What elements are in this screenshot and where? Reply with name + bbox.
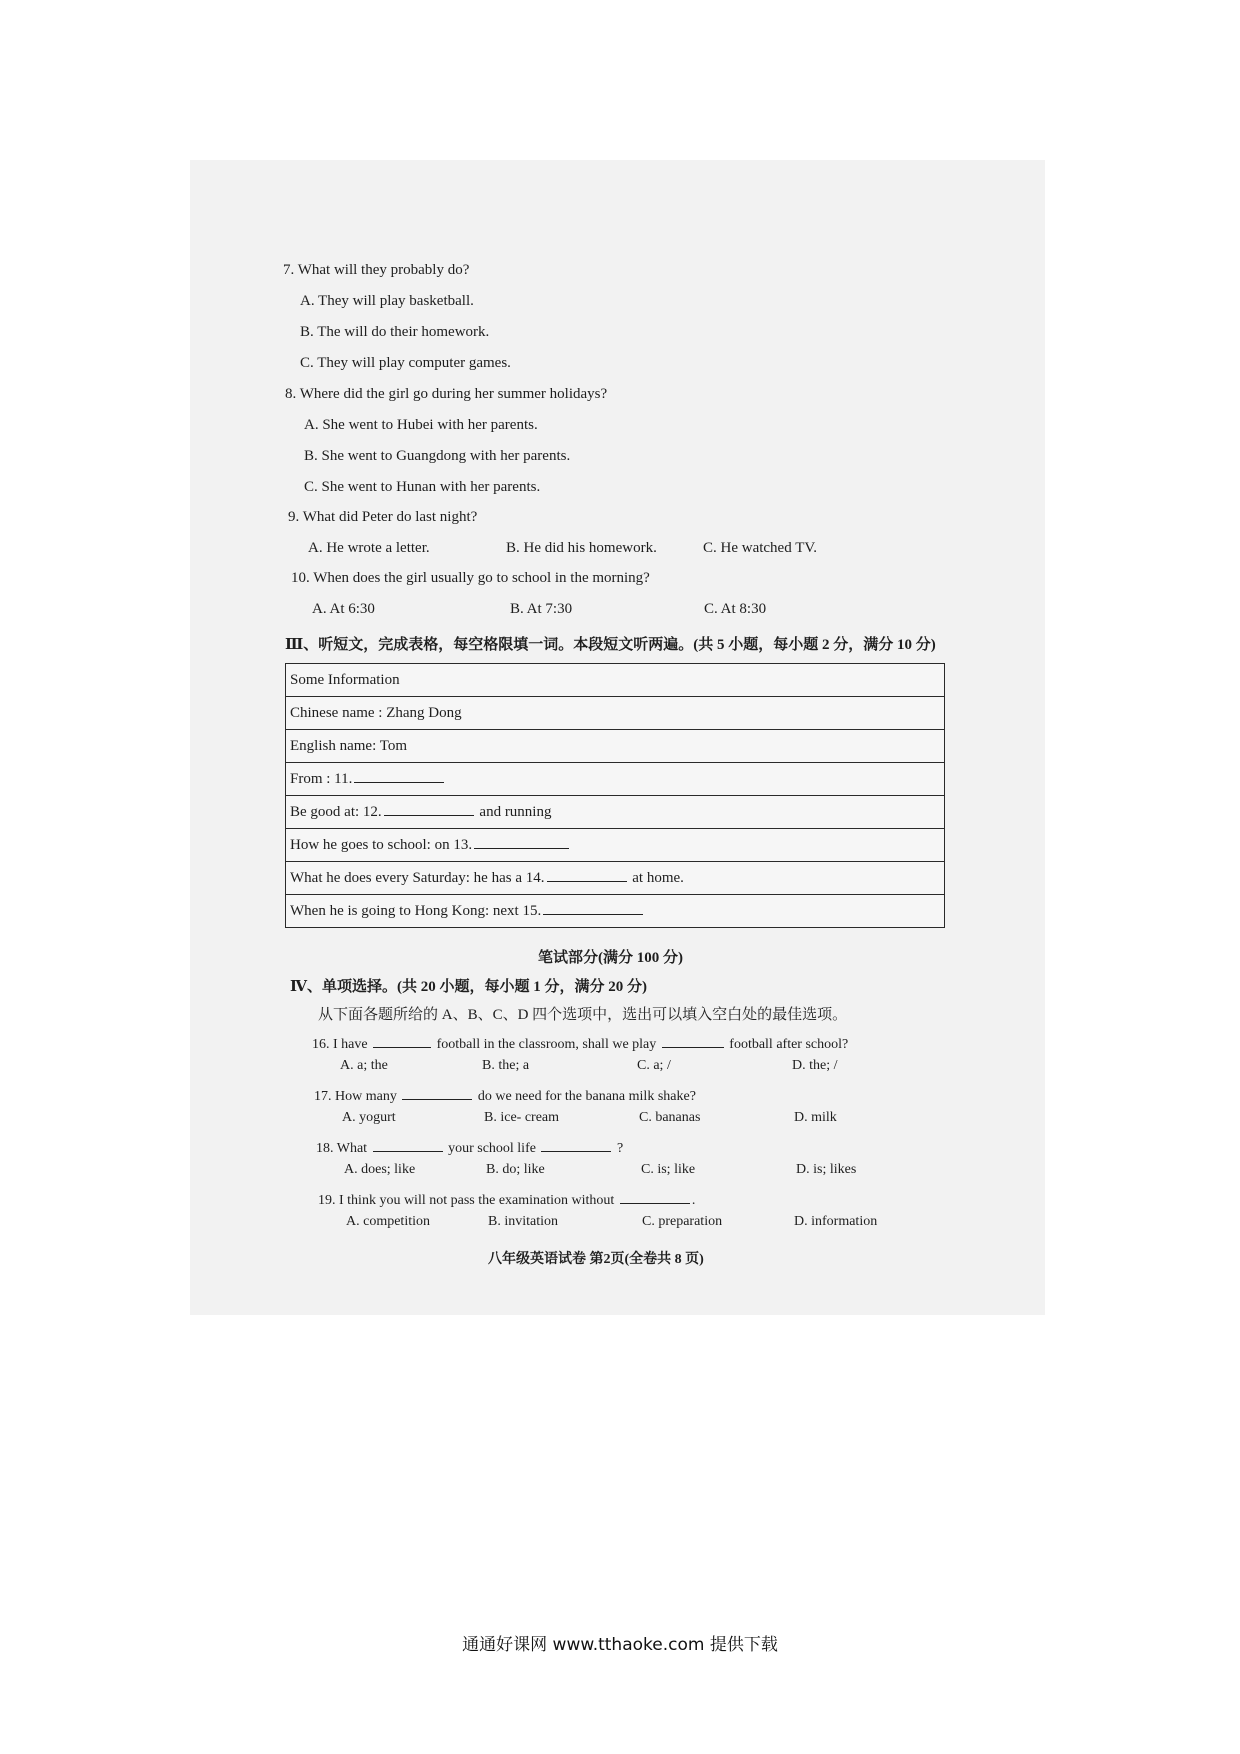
- answer-blank-15[interactable]: [543, 898, 643, 915]
- question-7-option-b: B. The will do their homework.: [300, 324, 490, 340]
- answer-blank[interactable]: [541, 1135, 611, 1152]
- transport-label: How he goes to school: on 13.: [290, 837, 473, 853]
- question-7-option-a: A. They will play basketball.: [300, 293, 474, 309]
- question-17-option-d: D. milk: [794, 1110, 837, 1125]
- question-17-option-a: A. yogurt: [342, 1110, 396, 1125]
- chinese-name: Chinese name : Zhang Dong: [290, 705, 462, 721]
- page-footer: 八年级英语试卷 第2页(全卷共 8 页): [488, 1252, 704, 1267]
- question-10-option-a: A. At 6:30: [312, 601, 375, 617]
- question-9-option-a: A. He wrote a letter.: [308, 540, 430, 556]
- question-17-options: [342, 1110, 902, 1130]
- english-name: English name: Tom: [290, 738, 407, 754]
- answer-blank[interactable]: [373, 1135, 443, 1152]
- question-10-options: [312, 601, 872, 621]
- question-17-option-c: C. bananas: [639, 1110, 701, 1125]
- question-18-option-b: B. do; like: [486, 1162, 545, 1177]
- question-19-option-d: D. information: [794, 1214, 878, 1229]
- question-9-option-c: C. He watched TV.: [703, 540, 818, 556]
- question-16-option-c: C. a; /: [637, 1058, 671, 1073]
- saturday-suffix: at home.: [632, 870, 684, 886]
- question-18-text-1: 18. What: [316, 1141, 368, 1156]
- question-10-option-b: B. At 7:30: [510, 601, 573, 617]
- saturday-label: What he does every Saturday: he has a 14.: [290, 870, 545, 886]
- from-label: From : 11.: [290, 771, 353, 787]
- question-19-option-a: A. competition: [346, 1214, 430, 1229]
- question-9-option-b: B. He did his homework.: [506, 540, 657, 556]
- written-part-header: 笔试部分(满分 100 分): [538, 950, 683, 966]
- good-at-label: Be good at: 12.: [290, 804, 382, 820]
- section-4-instruction: 从下面各题所给的 A、B、C、D 四个选项中，选出可以填入空白处的最佳选项。: [318, 1007, 848, 1023]
- answer-blank[interactable]: [620, 1187, 690, 1204]
- question-16: [312, 1031, 848, 1053]
- question-16-text-3: football after school?: [729, 1037, 849, 1052]
- question-19-option-c: C. preparation: [642, 1214, 723, 1229]
- question-16-option-d: D. the; /: [792, 1058, 838, 1073]
- answer-blank[interactable]: [373, 1031, 431, 1048]
- table-row: [286, 763, 944, 796]
- answer-blank[interactable]: [402, 1083, 472, 1100]
- question-19-text-1: 19. I think you will not pass the examination without: [318, 1193, 615, 1208]
- question-18-option-d: D. is; likes: [796, 1162, 857, 1177]
- question-19: [318, 1187, 695, 1209]
- good-at-suffix: and running: [479, 804, 552, 820]
- question-16-option-b: B. the; a: [482, 1058, 530, 1073]
- question-18-text-3: ?: [616, 1141, 624, 1156]
- answer-blank-14[interactable]: [547, 865, 627, 882]
- question-9: 9. What did Peter do last night?: [288, 509, 478, 525]
- question-10: 10. When does the girl usually go to school in the morning?: [291, 570, 650, 586]
- answer-blank[interactable]: [662, 1031, 724, 1048]
- question-16-option-a: A. a; the: [340, 1058, 388, 1073]
- question-19-options: [346, 1214, 906, 1234]
- answer-blank-11[interactable]: [354, 766, 444, 783]
- question-17-text-1: 17. How many: [314, 1089, 397, 1104]
- question-7-option-c: C. They will play computer games.: [300, 355, 511, 371]
- table-row: [286, 895, 944, 927]
- question-17-option-b: B. ice- cream: [484, 1110, 560, 1125]
- hong-kong-label: When he is going to Hong Kong: next 15.: [290, 903, 542, 919]
- question-19-option-b: B. invitation: [488, 1214, 558, 1229]
- question-16-text-2: football in the classroom, shall we play: [436, 1037, 657, 1052]
- question-8-option-b: B. She went to Guangdong with her parents.: [304, 448, 571, 464]
- table-row: [286, 829, 944, 862]
- question-18-option-c: C. is; like: [641, 1162, 696, 1177]
- question-8-option-c: C. She went to Hunan with her parents.: [304, 479, 541, 495]
- download-credit: 通通好课网 www.tthaoke.com 提供下载: [462, 1635, 778, 1655]
- question-18-options: [344, 1162, 904, 1182]
- question-19-text-2: .: [691, 1193, 696, 1208]
- question-17: [314, 1083, 696, 1105]
- table-row: [286, 730, 944, 763]
- question-10-option-c: C. At 8:30: [704, 601, 767, 617]
- question-16-text-1: 16. I have: [312, 1037, 368, 1052]
- table-row: [286, 697, 944, 730]
- question-8-option-a: A. She went to Hubei with her parents.: [304, 417, 538, 433]
- table-row: [286, 862, 944, 895]
- table-row: [286, 796, 944, 829]
- question-16-options: [340, 1058, 900, 1078]
- answer-blank-12[interactable]: [384, 799, 474, 816]
- question-18-option-a: A. does; like: [344, 1162, 416, 1177]
- question-17-text-2: do we need for the banana milk shake?: [477, 1089, 696, 1104]
- question-18-text-2: your school life: [448, 1141, 536, 1156]
- table-heading: Some Information: [290, 672, 400, 688]
- answer-blank-13[interactable]: [474, 832, 569, 849]
- question-7: 7. What will they probably do?: [283, 262, 470, 278]
- question-8: 8. Where did the girl go during her summer holidays?: [285, 386, 608, 402]
- section-4-title: Ⅳ、单项选择。(共 20 小题，每小题 1 分，满分 20 分): [290, 979, 648, 995]
- table-row: [286, 664, 944, 697]
- question-18: [316, 1135, 623, 1157]
- info-table: [285, 663, 945, 928]
- question-9-options: [308, 540, 868, 560]
- section-3-title: Ⅲ、听短文，完成表格，每空格限填一词。本段短文听两遍。(共 5 小题，每小题 2 分，满分 10 分): [285, 637, 936, 653]
